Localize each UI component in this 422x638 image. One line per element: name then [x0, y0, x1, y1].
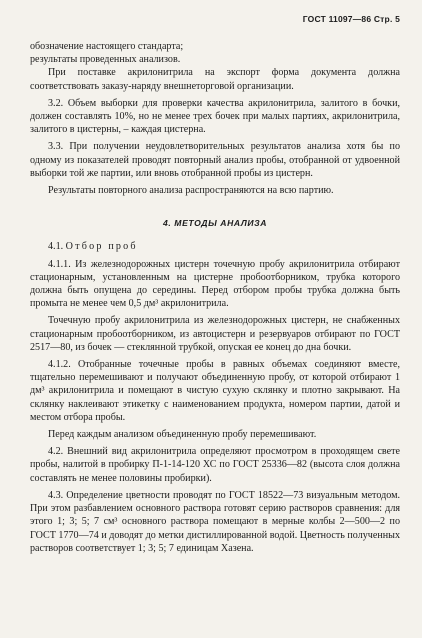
paragraph: Точечную пробу акрилонитрила из железнодорожных цистерн, не снабженных стационарным пробоотборником, из автоцистерн и резервуаров отбирают по ГОСТ 2517—80, из бочек — стеклянной трубкой, опуская ее конец до дна бочки. — [30, 315, 400, 353]
paragraph: 4.3. Определение цветности проводят по ГОСТ 18522—73 визуальным методом. При этом разбавлением основного раствора готовят серию растворов сравнения: для этого 1; 3; 5; 7 см³ основного раствора помещают в мерные колбы 2—500—2 по ГОСТ 1770—74 и доводят до метки дистиллированной водой. Цветность полученных растворов соответствует 1; 3; 5; 7 единицам Хазена. — [30, 489, 400, 554]
subsection-heading — [30, 240, 400, 253]
paragraph: 4.1.1. Из железнодорожных цистерн точечную пробу акрилонитрила отбирают стационарным, установленным на цистерне пробоотборником, трубка которого должна быть опущена до середины. Перед отбором пробы трубка должна быть промыта не менее чем 0,5 дм³ акрилонитрила. — [30, 258, 400, 310]
subsection-title: Отбор проб — [65, 241, 138, 253]
paragraph: 3.2. Объем выборки для проверки качества акрилонитрила, залитого в бочки, должен составлять 10%, но не менее трех бочек при малых партиях, акрилонитрила, залитого в цистерны, – каждая цистерна. — [30, 97, 400, 136]
paragraph: При поставке акрилонитрила на экспорт форма документа должна соответствовать заказу-наряду внешнеторговой организации. — [30, 67, 400, 92]
paragraph: 4.2. Внешний вид акрилонитрила определяют просмотром в проходящем свете пробы, налитой в пробирку П-1-14-120 ХС по ГОСТ 25336—82 (высота слоя должна составлять не менее половины пробирки). — [30, 446, 400, 484]
paragraph: результаты проведенных анализов. — [30, 54, 181, 66]
paragraph: обозначение настоящего стандарта; — [30, 41, 184, 52]
page-header: ГОСТ 11097—86 Стр. 5 — [302, 14, 400, 24]
document-body — [30, 40, 400, 555]
section-title: 4. МЕТОДЫ АНАЛИЗА — [162, 218, 268, 229]
paragraph: Результаты повторного анализа распространяются на всю партию. — [48, 185, 334, 197]
subsection-number: 4.1. — [48, 241, 64, 253]
paragraph: 4.1.2. Отобранные точечные пробы в равных объемах соединяют вместе, тщательно перемешивают и получают объединенную пробу, от которой отбирают 1 дм³ акрилонитрила и помещают в чистую сухую склянку и плотно закрывают. На склянку наклеивают этикетку с наименованием продукта, номером партии, датой и местом отбора пробы. — [30, 359, 400, 423]
paragraph: Перед каждым анализом объединенную пробу перемешивают. — [48, 429, 317, 441]
paragraph: 3.3. При получении неудовлетворительных результатов анализа хотя бы по одному из показателей проводят повторный анализ пробы, отобранной от удвоенной выборки той же партии, или вновь отобранной пробы из цистерн. — [30, 141, 400, 179]
